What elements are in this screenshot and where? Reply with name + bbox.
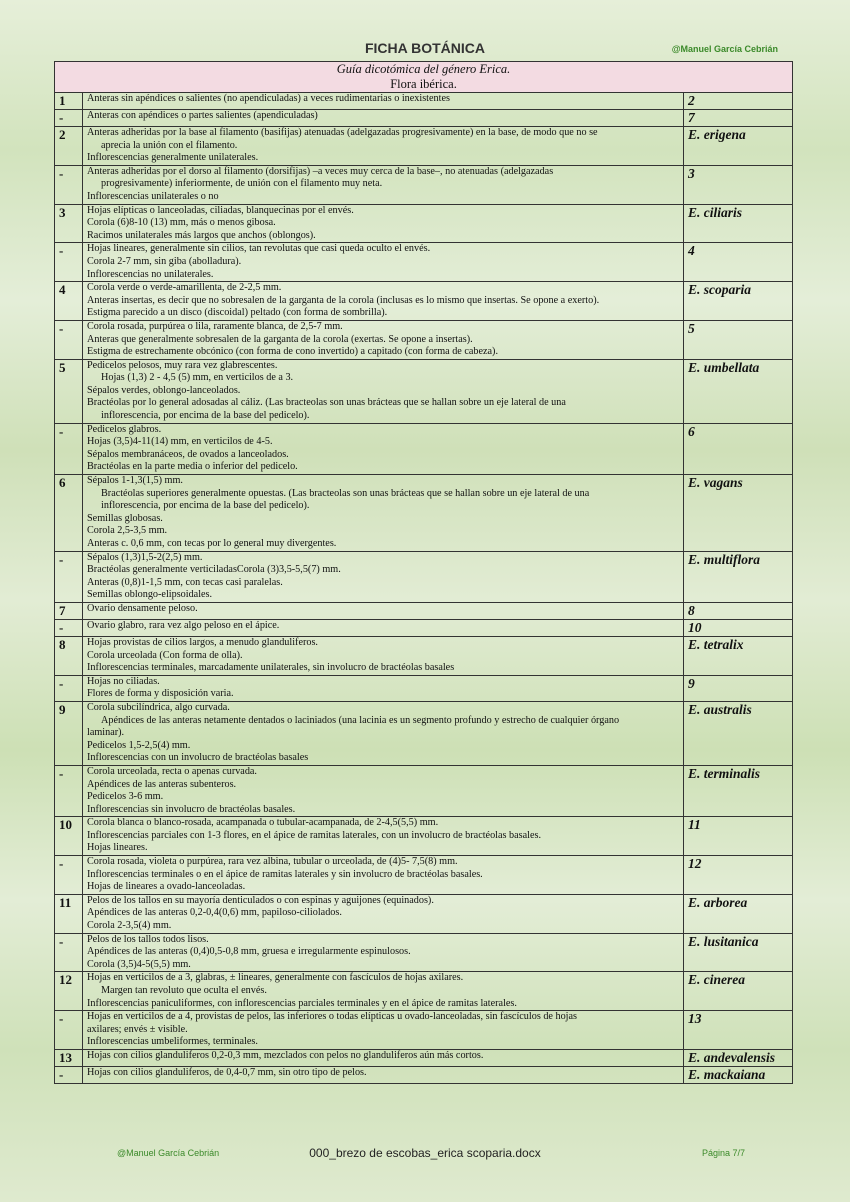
description-line: Hojas provistas de cilios largos, a menudo glanduliferos. bbox=[87, 636, 318, 648]
table-row bbox=[55, 93, 793, 110]
couplet-description bbox=[83, 320, 684, 359]
couplet-result: E. umbellata bbox=[684, 359, 793, 423]
table-row bbox=[55, 1011, 793, 1050]
couplet-result: E. lusitanica bbox=[684, 933, 793, 972]
couplet-result: E. andevalensis bbox=[684, 1049, 793, 1066]
footer-author: @Manuel García Cebrián bbox=[117, 1148, 220, 1158]
couplet-description bbox=[83, 894, 684, 933]
table-row bbox=[55, 972, 793, 1011]
table-row bbox=[55, 127, 793, 166]
couplet-description bbox=[83, 93, 684, 110]
description-line: Corola (6)8-10 (13) mm, más o menos gibosa. bbox=[87, 217, 276, 229]
description-line: Corola rosada, purpúrea o lila, raramente blanca, de 2,5-7 mm. bbox=[87, 320, 343, 332]
description-line: laminar). bbox=[87, 727, 125, 739]
couplet-result: 9 bbox=[684, 675, 793, 701]
couplet-number: 11 bbox=[55, 894, 83, 933]
table-row bbox=[55, 359, 793, 423]
description-line: Sépalos verdes, oblongo-lanceolados. bbox=[87, 384, 241, 396]
table-row bbox=[55, 282, 793, 321]
description-line: Inflorescencias con un involucro de bractéolas basales bbox=[87, 752, 309, 764]
couplet-number: 13 bbox=[55, 1049, 83, 1066]
couplet-number: - bbox=[55, 551, 83, 602]
couplet-number: 6 bbox=[55, 475, 83, 552]
couplet-number: - bbox=[55, 423, 83, 474]
table-row bbox=[55, 320, 793, 359]
description-line: Inflorescencias paniculiformes, con inflorescencias parciales terminales y en el ápice de ramitas laterales. bbox=[87, 997, 517, 1009]
description-line: progresivamente) inferiormente, de unión con el filamento muy neta. bbox=[101, 178, 383, 190]
page-title: FICHA BOTÁNICA bbox=[364, 40, 486, 56]
description-line: Sépalos 1-1,3(1,5) mm. bbox=[87, 475, 183, 487]
table-row bbox=[55, 110, 793, 127]
description-line: Hojas en verticilos de a 4, provistas de pelos, las inferiores o todas elípticas u ovado-lanceoladas, sin fascículos de hojas bbox=[87, 1011, 577, 1023]
table-row bbox=[55, 243, 793, 282]
description-line: Corola blanca o blanco-rosada, acampanada o tubular-acampanada, de 2-4,5(5,5) mm. bbox=[87, 817, 439, 829]
couplet-number: - bbox=[55, 856, 83, 895]
description-line: Bractéolas por lo general adosadas al cáliz. (Las bracteolas son unas brácteas que se hallan sobre un eje lateral de una bbox=[87, 397, 566, 409]
couplet-result: E. erigena bbox=[684, 127, 793, 166]
couplet-result: 5 bbox=[684, 320, 793, 359]
description-line: Sépalos membranáceos, de ovados a lanceolados. bbox=[87, 448, 289, 460]
description-line: Corola verde o verde-amarillenta, de 2-2,5 mm. bbox=[87, 282, 282, 294]
description-line: Corola 2-3,5(4) mm. bbox=[87, 920, 172, 932]
description-line: Anteras insertas, es decir que no sobresalen de la garganta de la corola (inclusas es lo mismo que insertas. Se opone a exerto). bbox=[87, 294, 600, 306]
description-line: Inflorescencias generalmente unilaterales. bbox=[87, 152, 259, 164]
description-line: Pelos de los tallos todos lisos. bbox=[87, 933, 209, 945]
description-line: Corola 2,5-3,5 mm. bbox=[87, 525, 168, 537]
couplet-description bbox=[83, 675, 684, 701]
couplet-result: E. tetralix bbox=[684, 636, 793, 675]
table-row bbox=[55, 475, 793, 552]
footer-filename: 000_brezo de escobas_erica scoparia.docx bbox=[309, 1146, 541, 1160]
description-line: Inflorescencias terminales o en el ápice de ramitas laterales y sin involucro de bractéolas basales. bbox=[87, 868, 483, 880]
description-line: Inflorescencias terminales, marcadamente unilaterales, sin involucro de bractéolas basales bbox=[87, 662, 455, 674]
description-line: inflorescencia, por encima de la base del pedicelo). bbox=[101, 410, 310, 422]
couplet-number: - bbox=[55, 1066, 83, 1083]
couplet-description bbox=[83, 1066, 684, 1083]
footer-page-number: Página 7/7 bbox=[701, 1148, 745, 1158]
description-line: Pedicelos glabros. bbox=[87, 423, 162, 435]
caption-subtitle: Flora ibérica. bbox=[390, 77, 457, 91]
couplet-result: 6 bbox=[684, 423, 793, 474]
couplet-result: E. terminalis bbox=[684, 765, 793, 816]
couplet-description bbox=[83, 359, 684, 423]
couplet-description bbox=[83, 856, 684, 895]
couplet-number: 1 bbox=[55, 93, 83, 110]
description-line: Hojas con cilios glanduliferos 0,2-0,3 mm, mezclados con pelos no glanduliferos aún más cortos. bbox=[87, 1049, 484, 1061]
table-caption-row bbox=[55, 62, 793, 93]
description-line: Corola subcilíndrica, algo curvada. bbox=[87, 701, 230, 713]
couplet-result: 7 bbox=[684, 110, 793, 127]
couplet-description bbox=[83, 423, 684, 474]
description-line: Anteras adheridas por el dorso al filamento (dorsifijas) –a veces muy cerca de la base–, no atenuadas (adelgazadas bbox=[87, 165, 554, 177]
couplet-description bbox=[83, 551, 684, 602]
description-line: Estigma parecido a un disco (discoidal) peltado (con forma de sombrilla). bbox=[87, 307, 388, 319]
table-row bbox=[55, 423, 793, 474]
couplet-description bbox=[83, 165, 684, 204]
couplet-number: - bbox=[55, 619, 83, 636]
description-line: Sépalos (1,3)1,5-2(2,5) mm. bbox=[87, 551, 203, 563]
couplet-result: 4 bbox=[684, 243, 793, 282]
caption-title: Guía dicotómica del género Erica. bbox=[336, 62, 511, 76]
description-line: Hojas no ciliadas. bbox=[87, 675, 160, 687]
couplet-number: - bbox=[55, 165, 83, 204]
description-line: axilares; envés ± visible. bbox=[87, 1023, 188, 1035]
couplet-number: 2 bbox=[55, 127, 83, 166]
header-author: @Manuel García Cebrián bbox=[671, 44, 778, 54]
couplet-result: 10 bbox=[684, 619, 793, 636]
table-caption bbox=[55, 62, 793, 93]
description-line: Pedicelos pelosos, muy rara vez glabrescentes. bbox=[87, 359, 278, 371]
couplet-number: - bbox=[55, 110, 83, 127]
couplet-number: - bbox=[55, 243, 83, 282]
couplet-number: 7 bbox=[55, 602, 83, 619]
description-line: Bractéolas generalmente verticiladasCorola (3)3,5-5,5(7) mm. bbox=[87, 564, 341, 576]
couplet-result: E. arborea bbox=[684, 894, 793, 933]
description-line: Semillas oblongo-elipsoidales. bbox=[87, 589, 213, 601]
description-line: Corola urceolada, recta o apenas curvada. bbox=[87, 765, 257, 777]
table-row bbox=[55, 933, 793, 972]
couplet-result: 2 bbox=[684, 93, 793, 110]
couplet-number: 4 bbox=[55, 282, 83, 321]
description-line: inflorescencia, por encima de la base del pedicelo). bbox=[101, 500, 310, 512]
couplet-result: E. mackaiana bbox=[684, 1066, 793, 1083]
description-line: Anteras (0,8)1-1,5 mm, con tecas casi paralelas. bbox=[87, 576, 283, 588]
description-line: Bractéolas superiores generalmente opuestas. (Las bracteolas son unas brácteas que se hallan sobre un eje lateral de una bbox=[101, 487, 590, 499]
table-row bbox=[55, 856, 793, 895]
couplet-result: E. ciliaris bbox=[684, 204, 793, 243]
description-line: Pelos de los tallos en su mayoría denticulados o con espinas y aguijones (equinados). bbox=[87, 894, 434, 906]
couplet-description bbox=[83, 1049, 684, 1066]
description-line: Hojas de lineares a ovado-lanceoladas. bbox=[87, 881, 246, 893]
description-line: Anteras c. 0,6 mm, con tecas por lo general muy divergentes. bbox=[87, 538, 337, 549]
description-line: Corola 2-7 mm, sin giba (abolladura). bbox=[87, 255, 242, 267]
couplet-result: 8 bbox=[684, 602, 793, 619]
description-line: Hojas lineares, generalmente sin cilios, tan revolutas que casi queda oculto el envés. bbox=[87, 243, 431, 255]
couplet-number: 3 bbox=[55, 204, 83, 243]
couplet-description bbox=[83, 972, 684, 1011]
table-row bbox=[55, 204, 793, 243]
table-row bbox=[55, 551, 793, 602]
couplet-description bbox=[83, 1011, 684, 1050]
description-line: Inflorescencias umbeliformes, terminales. bbox=[87, 1036, 258, 1048]
description-line: Inflorescencias no unilaterales. bbox=[87, 268, 214, 280]
description-line: Estigma de estrechamente obcónico (con forma de cono invertido) a capitado (con forma de cabeza). bbox=[87, 346, 498, 358]
table-row bbox=[55, 619, 793, 636]
table-row bbox=[55, 1049, 793, 1066]
couplet-number: - bbox=[55, 320, 83, 359]
couplet-result: 3 bbox=[684, 165, 793, 204]
description-line: aprecia la unión con el filamento. bbox=[101, 139, 238, 151]
couplet-number: - bbox=[55, 1011, 83, 1050]
description-line: Hojas (1,3) 2 - 4,5 (5) mm, en verticilos de a 3. bbox=[101, 372, 294, 384]
couplet-number: 8 bbox=[55, 636, 83, 675]
description-line: Inflorescencias parciales con 1-3 flores, en el ápice de ramitas laterales, con un involucro de bractéolas basales. bbox=[87, 829, 541, 841]
description-line: Hojas (3,5)4-11(14) mm, en verticilos de 4-5. bbox=[87, 436, 273, 448]
description-line: Anteras adheridas por la base al filamento (basifijas) atenuadas (adelgazadas progresivamente) en la base, de modo que no se bbox=[87, 127, 598, 138]
couplet-result: E. multiflora bbox=[684, 551, 793, 602]
couplet-result: 11 bbox=[684, 817, 793, 856]
couplet-number: - bbox=[55, 765, 83, 816]
description-line: Hojas lineares. bbox=[87, 842, 148, 854]
table-row bbox=[55, 817, 793, 856]
table-row bbox=[55, 602, 793, 619]
description-line: Apéndices de las anteras (0,4)0,5-0,8 mm, gruesa e irregularmente espinulosos. bbox=[87, 946, 411, 958]
description-line: Hojas con cilios glanduliferos, de 0,4-0,7 mm, sin otro tipo de pelos. bbox=[87, 1066, 367, 1078]
description-line: Anteras con apéndices o partes salientes (apendiculadas) bbox=[87, 110, 318, 121]
description-line: Bractéolas en la parte media o inferior del pedicelo. bbox=[87, 461, 298, 473]
couplet-description bbox=[83, 619, 684, 636]
couplet-description bbox=[83, 282, 684, 321]
couplet-description bbox=[83, 701, 684, 765]
description-line: Anteras sin apéndices o salientes (no apendiculadas) a veces rudimentarias o inexistentes bbox=[87, 93, 450, 104]
couplet-number: 9 bbox=[55, 701, 83, 765]
description-line: Pedicelos 3-6 mm. bbox=[87, 791, 164, 803]
description-line: Hojas en verticilos de a 3, glabras, ± lineares, generalmente con fascículos de hojas axilares. bbox=[87, 972, 464, 984]
couplet-result: E. scoparia bbox=[684, 282, 793, 321]
couplet-description bbox=[83, 110, 684, 127]
couplet-description bbox=[83, 475, 684, 552]
table-row bbox=[55, 701, 793, 765]
description-line: Corola rosada, violeta o purpúrea, rara vez albina, tubular o urceolada, de (4)5- 7,5(8) mm. bbox=[87, 856, 458, 868]
table-row bbox=[55, 765, 793, 816]
couplet-description bbox=[83, 127, 684, 166]
couplet-result: E. vagans bbox=[684, 475, 793, 552]
couplet-result: 12 bbox=[684, 856, 793, 895]
description-line: Pedicelos 1,5-2,5(4) mm. bbox=[87, 739, 191, 751]
description-line: Margen tan revoluto que oculta el envés. bbox=[101, 985, 267, 996]
couplet-description bbox=[83, 636, 684, 675]
couplet-number: - bbox=[55, 675, 83, 701]
description-line: Ovario glabro, rara vez algo peloso en el ápice. bbox=[87, 619, 280, 631]
description-line: Ovario densamente peloso. bbox=[87, 602, 198, 614]
couplet-number: 10 bbox=[55, 817, 83, 856]
table-row bbox=[55, 636, 793, 675]
table-row bbox=[55, 1066, 793, 1083]
couplet-description bbox=[83, 204, 684, 243]
couplet-number: 5 bbox=[55, 359, 83, 423]
description-line: Racimos unilaterales más largos que anchos (oblongos). bbox=[87, 229, 316, 241]
table-row bbox=[55, 894, 793, 933]
description-line: Semillas globosas. bbox=[87, 512, 163, 524]
description-line: Apéndices de las anteras netamente dentados o laciniados (una lacinia es un segmento profundo y estrecho de cualquier órgano bbox=[101, 714, 620, 726]
description-line: Corola (3,5)4-5(5,5) mm. bbox=[87, 958, 191, 970]
table-row bbox=[55, 165, 793, 204]
description-line: Apéndices de las anteras 0,2-0,4(0,6) mm, papiloso-ciliolados. bbox=[87, 907, 342, 919]
couplet-number: - bbox=[55, 933, 83, 972]
description-line: Anteras que generalmente sobresalen de la garganta de la corola (exertas. Se opone a insertas). bbox=[87, 333, 473, 345]
description-line: Inflorescencias unilaterales o no bbox=[87, 190, 219, 202]
couplet-description bbox=[83, 933, 684, 972]
couplet-result: E. australis bbox=[684, 701, 793, 765]
description-line: Hojas elípticas o lanceoladas, ciliadas, blanquecinas por el envés. bbox=[87, 204, 354, 216]
table-row bbox=[55, 675, 793, 701]
dichotomous-key-table bbox=[54, 61, 793, 1084]
couplet-result: E. cinerea bbox=[684, 972, 793, 1011]
couplet-description bbox=[83, 765, 684, 816]
couplet-description bbox=[83, 817, 684, 856]
couplet-result: 13 bbox=[684, 1011, 793, 1050]
description-line: Flores de forma y disposición varia. bbox=[87, 688, 234, 700]
description-line: Apéndices de las anteras subenteros. bbox=[87, 778, 237, 790]
couplet-description bbox=[83, 602, 684, 619]
couplet-number: 12 bbox=[55, 972, 83, 1011]
description-line: Inflorescencias sin involucro de bractéolas basales. bbox=[87, 803, 296, 815]
couplet-description bbox=[83, 243, 684, 282]
description-line: Corola urceolada (Con forma de olla). bbox=[87, 649, 243, 661]
